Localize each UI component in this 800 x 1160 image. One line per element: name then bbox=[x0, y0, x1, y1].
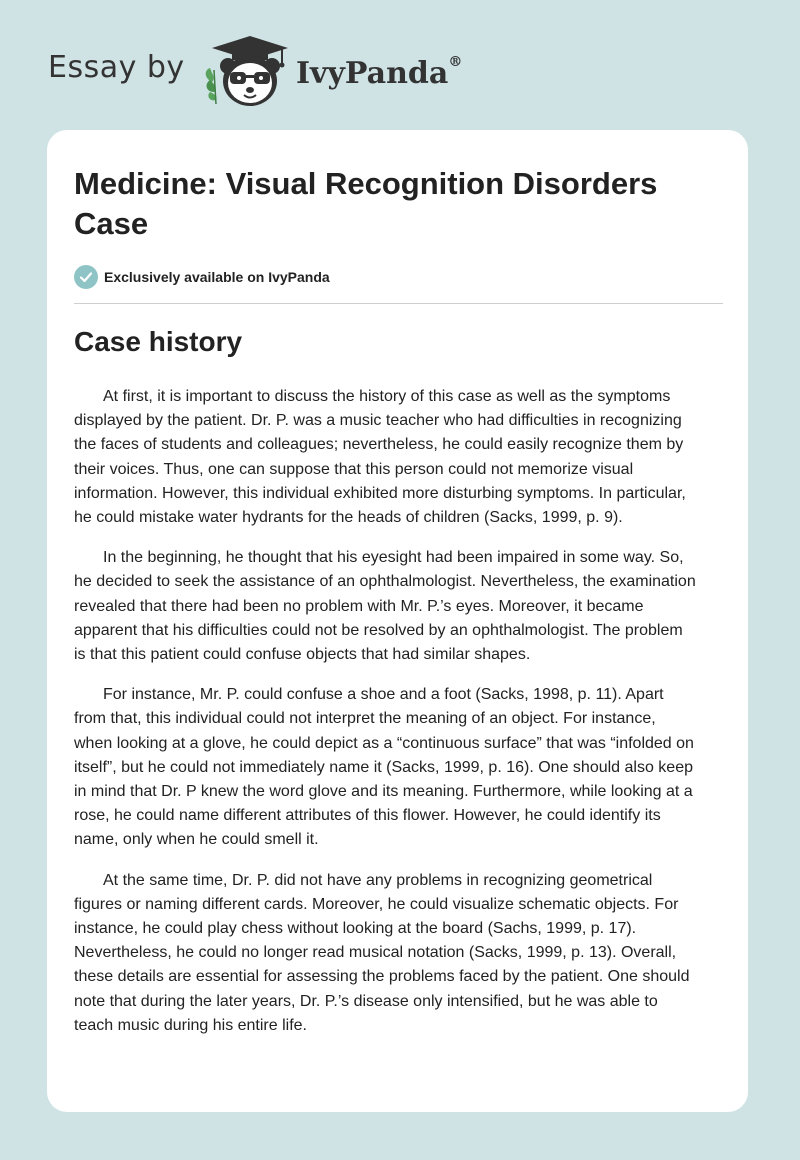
essay-by-label: Essay by bbox=[48, 50, 185, 85]
essay-title: Medicine: Visual Recognition Disorders Case bbox=[74, 166, 658, 241]
paragraph-line: At the same time, Dr. P. did not have any problems in recognizing geometrical bbox=[103, 871, 653, 889]
paragraph-line: instance, he could play chess without looking at the board (Sachs, 1999, p. 17). bbox=[74, 920, 637, 938]
paragraph-line: itself”, but he could not immediately name it (Sacks, 1999, p. 16). One should also keep bbox=[74, 758, 693, 776]
paragraph-line: these details are essential for assessing the problems faced by the patient. One should bbox=[74, 968, 690, 986]
ivy-leaf-icon bbox=[206, 68, 217, 104]
paragraph-line: information. However, this individual exhibited more disturbing symptoms. In particular, bbox=[74, 484, 686, 502]
paragraph bbox=[74, 546, 724, 667]
paragraph-line: note that during the later years, Dr. P.’s disease only intensified, but he was able to bbox=[74, 992, 658, 1010]
paragraph-line: rose, he could name different attributes of this flower. However, he could identify its bbox=[74, 807, 661, 825]
essay-body bbox=[74, 385, 724, 1054]
paragraph-line: he decided to seek the assistance of an ophthalmologist. Nevertheless, the examination bbox=[74, 573, 696, 591]
paragraph-line: For instance, Mr. P. could confuse a shoe and a foot (Sacks, 1998, p. 11). Apart bbox=[103, 686, 664, 704]
exclusive-label: Exclusively available on IvyPanda bbox=[104, 269, 330, 285]
panda-graduate-icon bbox=[202, 34, 292, 110]
paragraph-line: when looking at a glove, he could depict as a “continuous surface” that was “infolded on bbox=[74, 734, 694, 752]
section-heading: Case history bbox=[74, 326, 243, 357]
ivypanda-logo[interactable] bbox=[202, 34, 292, 110]
paragraph-line: In the beginning, he thought that his eyesight had been impaired in some way. So, bbox=[103, 549, 684, 567]
paragraph-line: name, only when he could smell it. bbox=[74, 831, 319, 849]
paragraph-line: the faces of students and colleagues; nevertheless, he could easily recognize them by bbox=[74, 436, 684, 454]
paragraph-line: displayed by the patient. Dr. P. was a music teacher who had difficulties in recognizing bbox=[74, 412, 682, 430]
site-header bbox=[48, 30, 752, 110]
paragraph-line: Nevertheless, he could no longer read musical notation (Sacks, 1999, p. 13). Overall, bbox=[74, 944, 677, 962]
paragraph bbox=[74, 385, 724, 530]
exclusive-notice bbox=[74, 264, 330, 290]
paragraph-line: he could mistake water hydrants for the heads of children (Sacks, 1999, p. 9). bbox=[74, 509, 623, 527]
paragraph-line: their voices. Thus, one can suppose that this person could not memorize visual bbox=[74, 460, 634, 478]
paragraph bbox=[74, 869, 724, 1038]
divider bbox=[74, 303, 723, 304]
paragraph bbox=[74, 683, 724, 852]
paragraph-line: is that this patient could confuse objects that had similar shapes. bbox=[74, 646, 531, 664]
brand-name-text: IvyPanda bbox=[296, 56, 449, 91]
paragraph-line: from that, this individual could not interpret the meaning of an object. For instance, bbox=[74, 710, 656, 728]
paragraph-line: revealed that there had been no problem with Mr. P.’s eyes. Moreover, it became bbox=[74, 597, 644, 615]
paragraph-line: figures or naming different cards. Moreover, he could visualize schematic objects. For bbox=[74, 895, 679, 913]
paragraph-line: in mind that Dr. P knew the word glove and its meaning. Furthermore, while looking at a bbox=[74, 783, 693, 801]
brand-name[interactable] bbox=[296, 56, 462, 91]
essay-card bbox=[47, 130, 748, 1112]
paragraph-line: At first, it is important to discuss the history of this case as well as the symptoms bbox=[103, 388, 671, 405]
paragraph-line: apparent that his difficulties could not be resolved by an ophthalmologist. The problem bbox=[74, 621, 683, 639]
paragraph-line: teach music during his entire life. bbox=[74, 1016, 307, 1034]
registered-mark: ® bbox=[448, 54, 463, 70]
check-icon bbox=[74, 265, 98, 289]
